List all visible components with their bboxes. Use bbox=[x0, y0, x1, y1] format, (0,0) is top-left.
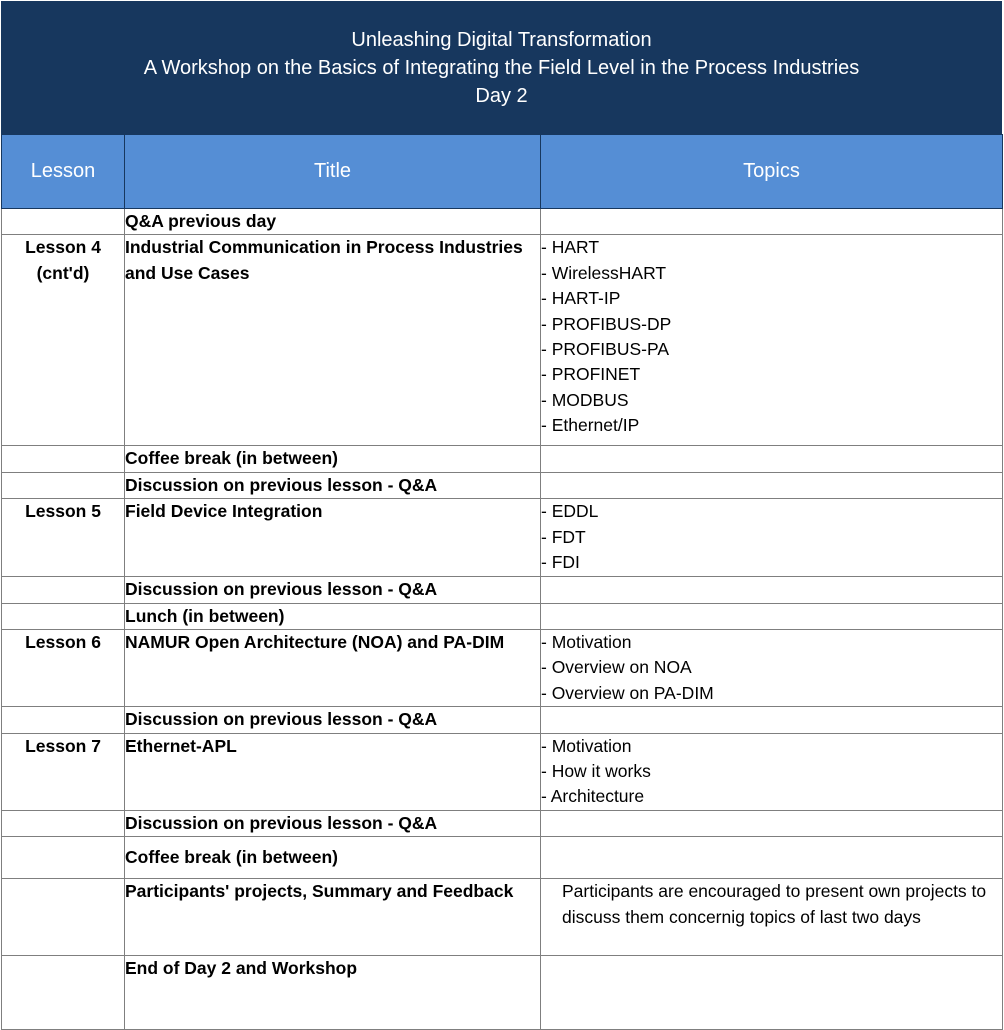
table-row bbox=[2, 879, 1003, 956]
topic-item: - Motivation bbox=[541, 735, 632, 756]
column-header-topics: Topics bbox=[541, 135, 1003, 209]
topics-cell bbox=[541, 837, 1003, 879]
topic-item: - PROFINET bbox=[541, 364, 641, 385]
schedule-table bbox=[1, 134, 1003, 1030]
topic-item: - Overview on NOA bbox=[541, 657, 692, 678]
title-cell: Discussion on previous lesson - Q&A bbox=[125, 810, 541, 836]
banner-title: Unleashing Digital Transformation bbox=[351, 28, 652, 51]
schedule-banner bbox=[1, 1, 1002, 134]
title-cell: Discussion on previous lesson - Q&A bbox=[125, 472, 541, 498]
title-cell: Coffee break (in between) bbox=[125, 446, 541, 472]
topics-cell bbox=[541, 810, 1003, 836]
table-row bbox=[2, 472, 1003, 498]
topics-cell bbox=[541, 472, 1003, 498]
topic-item: - Ethernet/IP bbox=[541, 415, 640, 436]
table-row bbox=[2, 603, 1003, 629]
topic-item: - PROFIBUS-DP bbox=[541, 313, 672, 334]
column-header-row bbox=[2, 135, 1003, 209]
table-row bbox=[2, 235, 1003, 446]
lesson-cell bbox=[2, 879, 125, 956]
title-cell: Participants' projects, Summary and Feedback bbox=[125, 879, 541, 956]
lesson-cell bbox=[2, 577, 125, 603]
topics-cell bbox=[541, 577, 1003, 603]
topic-item: - PROFIBUS-PA bbox=[541, 339, 670, 360]
banner-day: Day 2 bbox=[475, 84, 528, 107]
topic-item: - HART bbox=[541, 237, 600, 258]
banner-subtitle: A Workshop on the Basics of Integrating the Field Level in the Process Industries bbox=[143, 56, 860, 79]
topics-cell bbox=[541, 446, 1003, 472]
column-header-lesson: Lesson bbox=[2, 135, 125, 209]
title-cell: Q&A previous day bbox=[125, 209, 541, 235]
lesson-cell bbox=[2, 810, 125, 836]
title-cell: Lunch (in between) bbox=[125, 603, 541, 629]
title-cell: Coffee break (in between) bbox=[125, 837, 541, 879]
topic-item: - WirelessHART bbox=[541, 262, 667, 283]
topics-cell bbox=[541, 707, 1003, 733]
topic-item: - How it works bbox=[541, 761, 651, 782]
topic-item: - Overview on PA-DIM bbox=[541, 682, 714, 703]
topic-item: - HART-IP bbox=[541, 288, 621, 309]
topic-item: - Motivation bbox=[541, 632, 632, 653]
topics-cell bbox=[541, 733, 1003, 810]
table-row bbox=[2, 446, 1003, 472]
topic-item: - FDT bbox=[541, 526, 586, 547]
topics-cell bbox=[541, 879, 1003, 956]
topic-item: - Architecture bbox=[541, 786, 645, 807]
lesson-cell bbox=[2, 209, 125, 235]
title-cell: Ethernet-APL bbox=[125, 733, 541, 810]
lesson-cell bbox=[2, 837, 125, 879]
lesson-cell: Lesson 7 bbox=[2, 733, 125, 810]
table-row bbox=[2, 209, 1003, 235]
topic-item: - MODBUS bbox=[541, 389, 629, 410]
table-row bbox=[2, 810, 1003, 836]
topics-cell bbox=[541, 630, 1003, 707]
table-row bbox=[2, 630, 1003, 707]
lesson-cell: Lesson 5 bbox=[2, 499, 125, 577]
lesson-cell bbox=[2, 446, 125, 472]
topic-item: - EDDL bbox=[541, 501, 599, 522]
topics-cell bbox=[541, 209, 1003, 235]
topic-item: - FDI bbox=[541, 552, 580, 573]
lesson-cell bbox=[2, 472, 125, 498]
title-cell: Discussion on previous lesson - Q&A bbox=[125, 707, 541, 733]
topics-cell bbox=[541, 235, 1003, 446]
lesson-cell: Lesson 6 bbox=[2, 630, 125, 707]
title-cell: Field Device Integration bbox=[125, 499, 541, 577]
title-cell: NAMUR Open Architecture (NOA) and PA-DIM bbox=[125, 630, 541, 707]
topics-cell bbox=[541, 956, 1003, 1030]
topics-cell bbox=[541, 603, 1003, 629]
lesson-cell: Lesson 4 (cnt'd) bbox=[2, 235, 125, 446]
table-row bbox=[2, 837, 1003, 879]
topic-description: Participants are encouraged to present own projects to discuss them concernig topics of last two days bbox=[562, 881, 987, 927]
table-row bbox=[2, 577, 1003, 603]
lesson-cell bbox=[2, 603, 125, 629]
lesson-cell bbox=[2, 956, 125, 1030]
column-header-title: Title bbox=[125, 135, 541, 209]
title-cell: Industrial Communication in Process Industries and Use Cases bbox=[125, 235, 541, 446]
title-cell: Discussion on previous lesson - Q&A bbox=[125, 577, 541, 603]
topics-cell bbox=[541, 499, 1003, 577]
table-row bbox=[2, 707, 1003, 733]
table-row bbox=[2, 499, 1003, 577]
lesson-cell bbox=[2, 707, 125, 733]
title-cell: End of Day 2 and Workshop bbox=[125, 956, 541, 1030]
table-row bbox=[2, 733, 1003, 810]
table-row bbox=[2, 956, 1003, 1030]
